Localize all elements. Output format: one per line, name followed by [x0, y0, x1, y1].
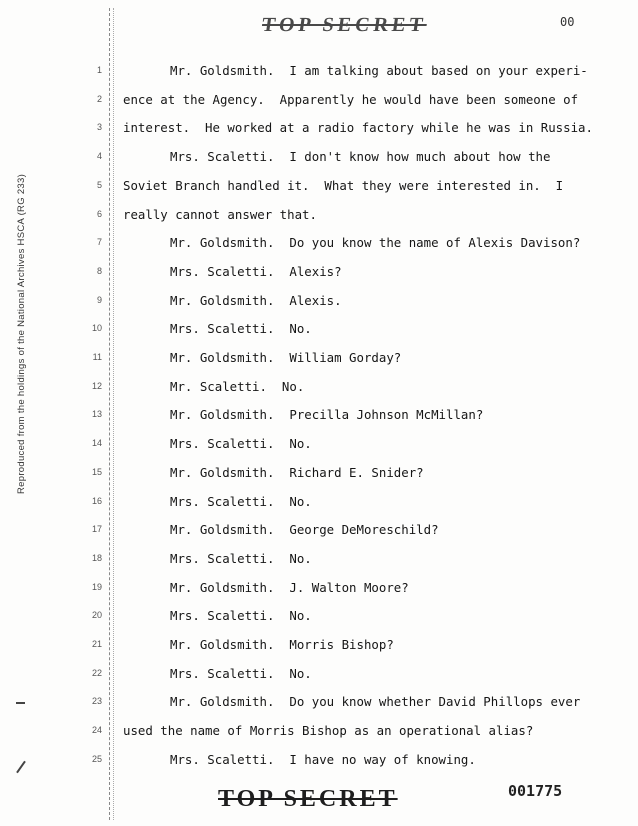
line-number: 17 [91, 524, 102, 535]
line-text: Mrs. Scaletti. No. [170, 665, 312, 681]
transcript-line [0, 378, 638, 398]
transcript-line [0, 349, 638, 369]
transcript-line [0, 119, 638, 139]
transcript-line [0, 722, 638, 742]
transcript-line [0, 234, 638, 254]
transcript-line [0, 320, 638, 340]
transcript-line [0, 636, 638, 656]
line-text: Mr. Goldsmith. Richard E. Snider? [170, 464, 424, 480]
margin-scratch [16, 702, 25, 704]
line-text: Mr. Goldsmith. Alexis. [170, 292, 342, 308]
archive-side-note: Reproduced from the holdings of the National Archives HSCA (RG 233) [16, 173, 27, 494]
transcript-line [0, 406, 638, 426]
line-number: 4 [96, 151, 102, 162]
line-text: Mr. Goldsmith. I am talking about based on your experi- [170, 63, 588, 78]
line-text: Mrs. Scaletti. No. [170, 436, 312, 452]
transcript-line [0, 206, 638, 226]
line-number: 16 [91, 495, 102, 506]
line-text: Mr. Goldsmith. Precilla Johnson McMillan? [170, 407, 484, 423]
line-text: Mr. Goldsmith. J. Walton Moore? [170, 579, 409, 595]
line-number: 2 [96, 93, 102, 104]
line-number: 1 [96, 65, 102, 75]
transcript-line [0, 263, 638, 283]
line-number: 18 [91, 552, 102, 563]
line-text: interest. He worked at a radio factory while he was in Russia. [123, 120, 593, 136]
transcript-line [0, 550, 638, 570]
line-number: 25 [91, 753, 102, 764]
line-text: Mrs. Scaletti. No. [170, 493, 312, 509]
line-number: 15 [91, 466, 102, 477]
line-number: 22 [91, 667, 102, 678]
transcript-line [0, 579, 638, 599]
line-number: 11 [92, 352, 102, 362]
line-text: Mrs. Scaletti. I don't know how much about how the [170, 149, 551, 165]
line-number: 6 [96, 208, 102, 219]
line-text: Mr. Goldsmith. William Gorday? [170, 350, 402, 365]
line-number: 8 [96, 265, 102, 276]
line-text: Soviet Branch handled it. What they were interested in. I [123, 177, 564, 193]
transcript-line [0, 607, 638, 627]
page-mark: 00 [560, 15, 575, 29]
transcript-line [0, 435, 638, 455]
transcript-line [0, 148, 638, 168]
line-text: Mrs. Scaletti. No. [170, 321, 312, 337]
line-number: 5 [96, 179, 102, 190]
line-text: ence at the Agency. Apparently he would have been someone of [123, 91, 579, 107]
line-text: Mr. Goldsmith. Do you know the name of Alexis Davison? [170, 235, 581, 251]
line-number: 24 [91, 725, 102, 736]
line-text: Mr. Goldsmith. Do you know whether David Phillops ever [170, 694, 581, 710]
bottom-classification-stamp: TOP SECRET [218, 786, 398, 812]
line-number: 19 [91, 581, 102, 592]
line-number: 14 [91, 438, 102, 449]
line-number: 23 [91, 696, 102, 707]
line-text: Mr. Goldsmith. Morris Bishop? [170, 637, 394, 652]
transcript-line [0, 91, 638, 111]
transcript-line [0, 751, 638, 771]
line-text: used the name of Morris Bishop as an operational alias? [123, 723, 534, 739]
transcript-line [0, 464, 638, 484]
transcript-line [0, 693, 638, 713]
line-number: 3 [96, 122, 102, 133]
transcript-line [0, 521, 638, 541]
line-text: Mrs. Scaletti. I have no way of knowing. [170, 751, 476, 767]
line-number: 12 [91, 380, 102, 391]
transcript-line [0, 493, 638, 513]
line-number: 20 [91, 610, 102, 621]
line-text: Mrs. Scaletti. No. [170, 608, 312, 624]
top-classification-stamp: TOP SECRET [260, 14, 429, 36]
transcript-line [0, 665, 638, 685]
document-number: 001775 [508, 782, 563, 800]
line-text: Mrs. Scaletti. No. [170, 550, 312, 566]
line-number: 7 [96, 237, 102, 248]
line-text: Mr. Scaletti. No. [170, 378, 305, 394]
line-number: 13 [91, 409, 102, 420]
line-number: 21 [91, 639, 102, 649]
line-text: Mrs. Scaletti. Alexis? [170, 263, 342, 279]
line-text: Mr. Goldsmith. George DeMoreschild? [170, 522, 439, 538]
line-number: 9 [96, 294, 102, 305]
line-text: really cannot answer that. [123, 206, 317, 222]
transcript-line [0, 62, 638, 82]
transcript-line [0, 177, 638, 197]
transcript-line [0, 292, 638, 312]
line-number: 10 [91, 323, 102, 334]
